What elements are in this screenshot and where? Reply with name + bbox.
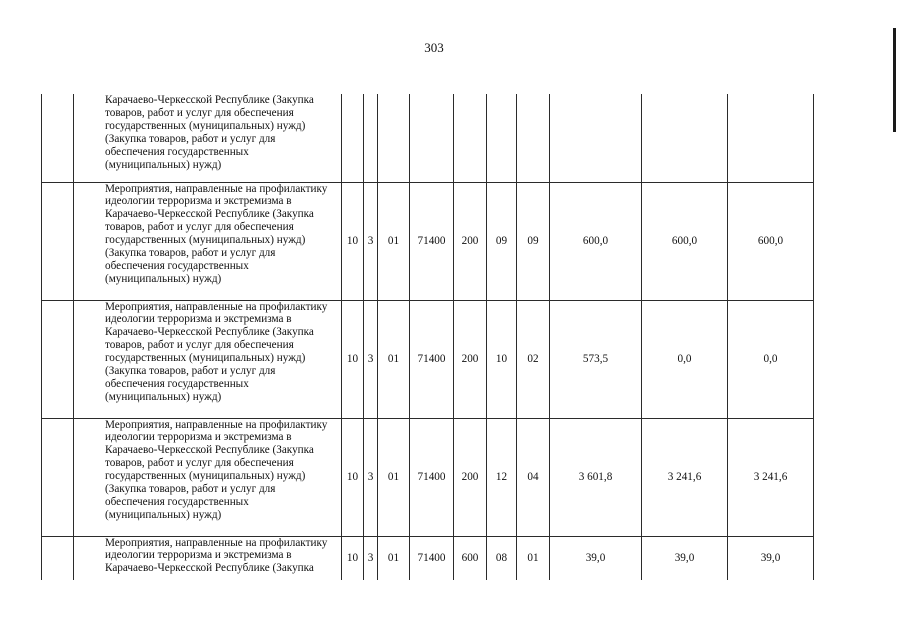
sum-1-cell: 600,0: [550, 182, 642, 300]
section-cell: 09: [487, 182, 517, 300]
row-number-cell: [42, 182, 74, 300]
sum-1-cell: 573,5: [550, 300, 642, 418]
description-cell: [74, 182, 342, 300]
description-line: Мероприятия, направленные на профилактику: [105, 418, 328, 431]
budget-table: [41, 94, 814, 580]
sum-1-cell: [550, 94, 642, 182]
table-row: [42, 300, 814, 418]
description-line: идеологии терроризма и экстремизма в: [105, 431, 292, 444]
section-cell: 08: [487, 536, 517, 580]
code-a-cell: [342, 94, 364, 182]
description-cell: [74, 418, 342, 536]
code-e-cell: 200: [454, 182, 487, 300]
table-row: [42, 418, 814, 536]
description-line: (муниципальных) нужд): [105, 508, 222, 521]
sum-3-cell: 600,0: [728, 182, 814, 300]
description-line: (муниципальных) нужд): [105, 272, 222, 285]
code-e-cell: 600: [454, 536, 487, 580]
code-c-cell: 01: [378, 182, 410, 300]
description-line: Карачаево-Черкесской Республике (Закупка: [105, 208, 314, 221]
description-line: государственных (муниципальных) нужд): [105, 470, 306, 483]
subsection-cell: [517, 94, 550, 182]
description-line: товаров, работ и услуг для обеспечения: [105, 106, 294, 119]
subsection-cell: 02: [517, 300, 550, 418]
sum-3-cell: 3 241,6: [728, 418, 814, 536]
sum-3-cell: 39,0: [728, 536, 814, 580]
description-line: Карачаево-Черкесской Республике (Закупка: [105, 326, 314, 339]
section-cell: 10: [487, 300, 517, 418]
code-e-cell: 200: [454, 418, 487, 536]
code-c-cell: 01: [378, 300, 410, 418]
description-line: обеспечения государственных: [105, 259, 249, 272]
sum-3-cell: [728, 94, 814, 182]
row-number-cell: [42, 94, 74, 182]
sum-2-cell: [642, 94, 728, 182]
code-c-cell: 01: [378, 536, 410, 580]
description-line: идеологии терроризма и экстремизма в: [105, 549, 292, 562]
section-cell: [487, 94, 517, 182]
code-c-cell: 01: [378, 418, 410, 536]
subsection-cell: 01: [517, 536, 550, 580]
row-number-cell: [42, 418, 74, 536]
description-line: (Закупка товаров, работ и услуг для: [105, 483, 276, 496]
description-line: Карачаево-Черкесской Республике (Закупка: [105, 444, 314, 457]
description-line: (муниципальных) нужд): [105, 390, 222, 403]
description-line: государственных (муниципальных) нужд): [105, 352, 306, 365]
row-number-cell: [42, 536, 74, 580]
code-e-cell: 200: [454, 300, 487, 418]
code-e-cell: [454, 94, 487, 182]
description-line: товаров, работ и услуг для обеспечения: [105, 457, 294, 470]
description-line: идеологии терроризма и экстремизма в: [105, 313, 292, 326]
code-d-cell: 71400: [410, 536, 454, 580]
description-line: Мероприятия, направленные на профилактику: [105, 182, 328, 195]
description-line: Карачаево-Черкесской Республике (Закупка: [105, 94, 314, 106]
sum-2-cell: 0,0: [642, 300, 728, 418]
code-a-cell: 10: [342, 182, 364, 300]
code-d-cell: 71400: [410, 300, 454, 418]
code-b-cell: 3: [364, 182, 378, 300]
description-line: Мероприятия, направленные на профилактику: [105, 536, 328, 549]
sum-1-cell: 39,0: [550, 536, 642, 580]
description-line: (Закупка товаров, работ и услуг для: [105, 365, 276, 378]
code-d-cell: [410, 94, 454, 182]
description-line: (Закупка товаров, работ и услуг для: [105, 247, 276, 260]
description-line: товаров, работ и услуг для обеспечения: [105, 221, 294, 234]
description-line: (муниципальных) нужд): [105, 158, 222, 171]
code-a-cell: 10: [342, 418, 364, 536]
sum-3-cell: 0,0: [728, 300, 814, 418]
description-line: товаров, работ и услуг для обеспечения: [105, 339, 294, 352]
description-line: государственных (муниципальных) нужд): [105, 119, 306, 132]
sum-2-cell: 3 241,6: [642, 418, 728, 536]
table-body: [42, 94, 814, 580]
description-line: Мероприятия, направленные на профилактику: [105, 300, 328, 313]
sum-1-cell: 3 601,8: [550, 418, 642, 536]
description-cell: [74, 536, 342, 580]
description-line: обеспечения государственных: [105, 377, 249, 390]
description-cell: [74, 94, 342, 182]
code-d-cell: 71400: [410, 182, 454, 300]
code-a-cell: 10: [342, 300, 364, 418]
description-line: обеспечения государственных: [105, 145, 249, 158]
scan-edge-mark: [893, 28, 896, 132]
code-a-cell: 10: [342, 536, 364, 580]
sum-2-cell: 39,0: [642, 536, 728, 580]
description-line: государственных (муниципальных) нужд): [105, 234, 306, 247]
table-row: [42, 94, 814, 182]
subsection-cell: 09: [517, 182, 550, 300]
code-b-cell: 3: [364, 418, 378, 536]
code-b-cell: [364, 94, 378, 182]
description-cell: [74, 300, 342, 418]
code-b-cell: 3: [364, 300, 378, 418]
row-number-cell: [42, 300, 74, 418]
page-number: 303: [424, 40, 444, 55]
description-line: обеспечения государственных: [105, 495, 249, 508]
sum-2-cell: 600,0: [642, 182, 728, 300]
description-line: Карачаево-Черкесской Республике (Закупка: [105, 562, 314, 575]
table-row: [42, 536, 814, 580]
section-cell: 12: [487, 418, 517, 536]
subsection-cell: 04: [517, 418, 550, 536]
table-row: [42, 182, 814, 300]
code-b-cell: 3: [364, 536, 378, 580]
code-c-cell: [378, 94, 410, 182]
code-d-cell: 71400: [410, 418, 454, 536]
description-line: идеологии терроризма и экстремизма в: [105, 195, 292, 208]
description-line: (Закупка товаров, работ и услуг для: [105, 132, 276, 145]
